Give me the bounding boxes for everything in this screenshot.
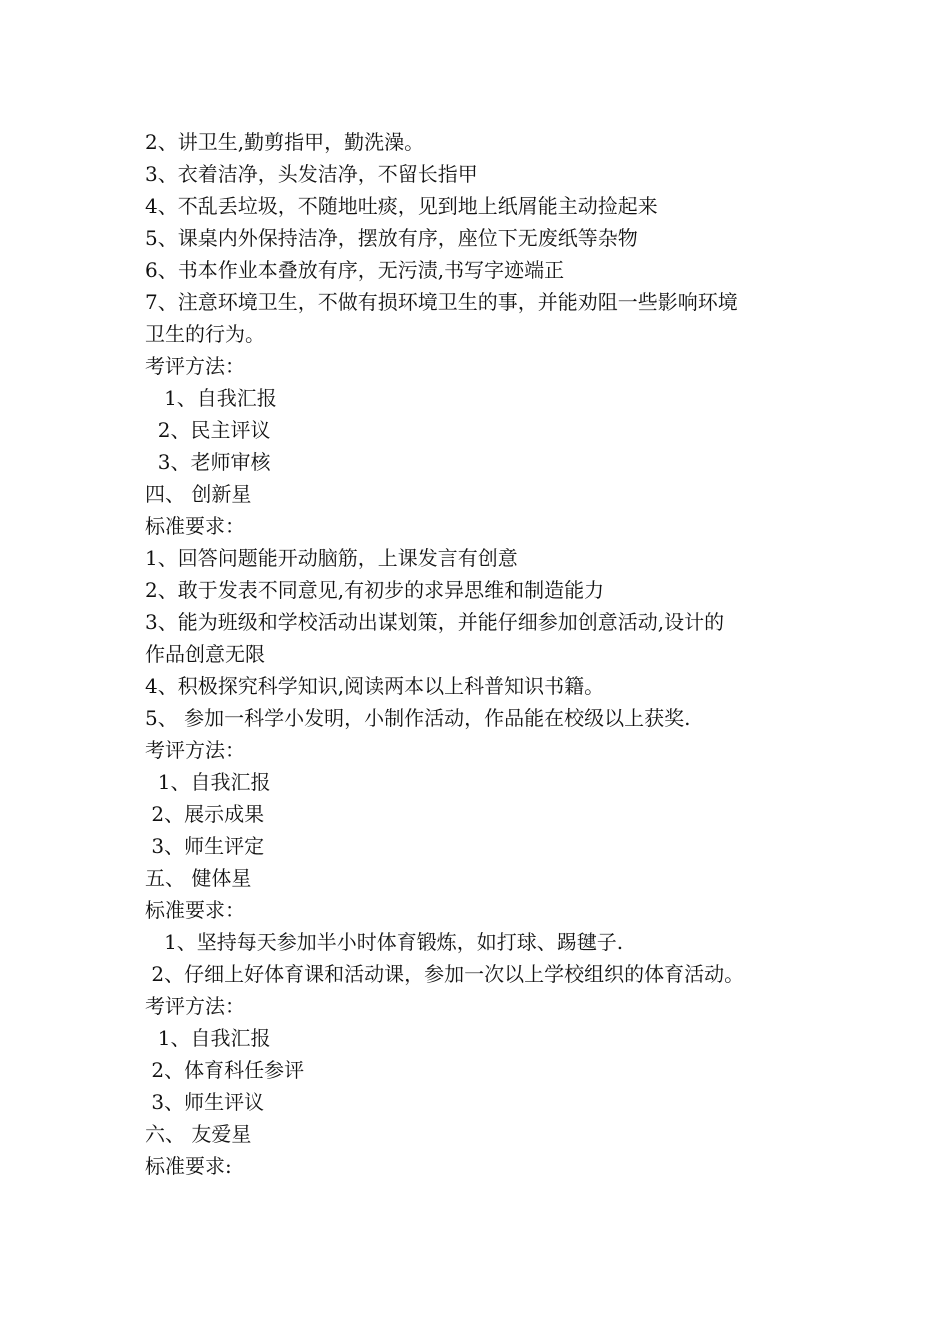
text-line: 2、仔细上好体育课和活动课，参加一次以上学校组织的体育活动。 <box>145 962 745 986</box>
list-item: 3、老师审核 <box>145 450 271 474</box>
section-label: 标准要求： <box>145 514 245 538</box>
section-label: 考评方法： <box>145 994 245 1018</box>
list-item: 2、民主评议 <box>145 418 271 442</box>
list-item: 3、师生评议 <box>145 1090 265 1114</box>
section-heading: 五、 健体星 <box>145 866 252 890</box>
list-item: 1、自我汇报 <box>145 1026 271 1050</box>
list-item: 1、自我汇报 <box>145 770 271 794</box>
section-heading: 六、 友爱星 <box>145 1122 252 1146</box>
text-line: 作品创意无限 <box>145 642 265 666</box>
text-line: 6、书本作业本叠放有序，无污渍,书写字迹端正 <box>145 258 565 282</box>
section-heading: 四、 创新星 <box>145 482 252 506</box>
text-line: 4、不乱丢垃圾，不随地吐痰，见到地上纸屑能主动捡起来 <box>145 194 658 218</box>
text-line: 1、回答问题能开动脑筋，上课发言有创意 <box>145 546 518 570</box>
text-line: 2、讲卫生,勤剪指甲，勤洗澡。 <box>145 130 425 154</box>
list-item: 3、师生评定 <box>145 834 265 858</box>
list-item: 2、体育科任参评 <box>145 1058 305 1082</box>
text-line: 1、坚持每天参加半小时体育锻炼，如打球、踢毽子. <box>145 930 624 954</box>
section-label: 标准要求： <box>145 898 245 922</box>
text-line: 3、能为班级和学校活动出谋划策，并能仔细参加创意活动,设计的 <box>145 610 725 634</box>
text-line: 3、衣着洁净，头发洁净，不留长指甲 <box>145 162 478 186</box>
list-item: 1、自我汇报 <box>145 386 277 410</box>
text-line: 2、敢于发表不同意见,有初步的求异思维和制造能力 <box>145 578 605 602</box>
list-item: 2、展示成果 <box>145 802 265 826</box>
section-label: 考评方法： <box>145 738 245 762</box>
text-line: 5、 参加一科学小发明，小制作活动，作品能在校级以上获奖. <box>145 706 691 730</box>
text-line: 7、注意环境卫生，不做有损环境卫生的事，并能劝阻一些影响环境 <box>145 290 738 314</box>
text-line: 卫生的行为。 <box>145 322 265 346</box>
section-label: 标准要求: <box>145 1154 232 1178</box>
document-body <box>145 126 825 1182</box>
text-line: 4、积极探究科学知识,阅读两本以上科普知识书籍。 <box>145 674 605 698</box>
text-line: 5、课桌内外保持洁净，摆放有序，座位下无废纸等杂物 <box>145 226 638 250</box>
section-label: 考评方法： <box>145 354 245 378</box>
